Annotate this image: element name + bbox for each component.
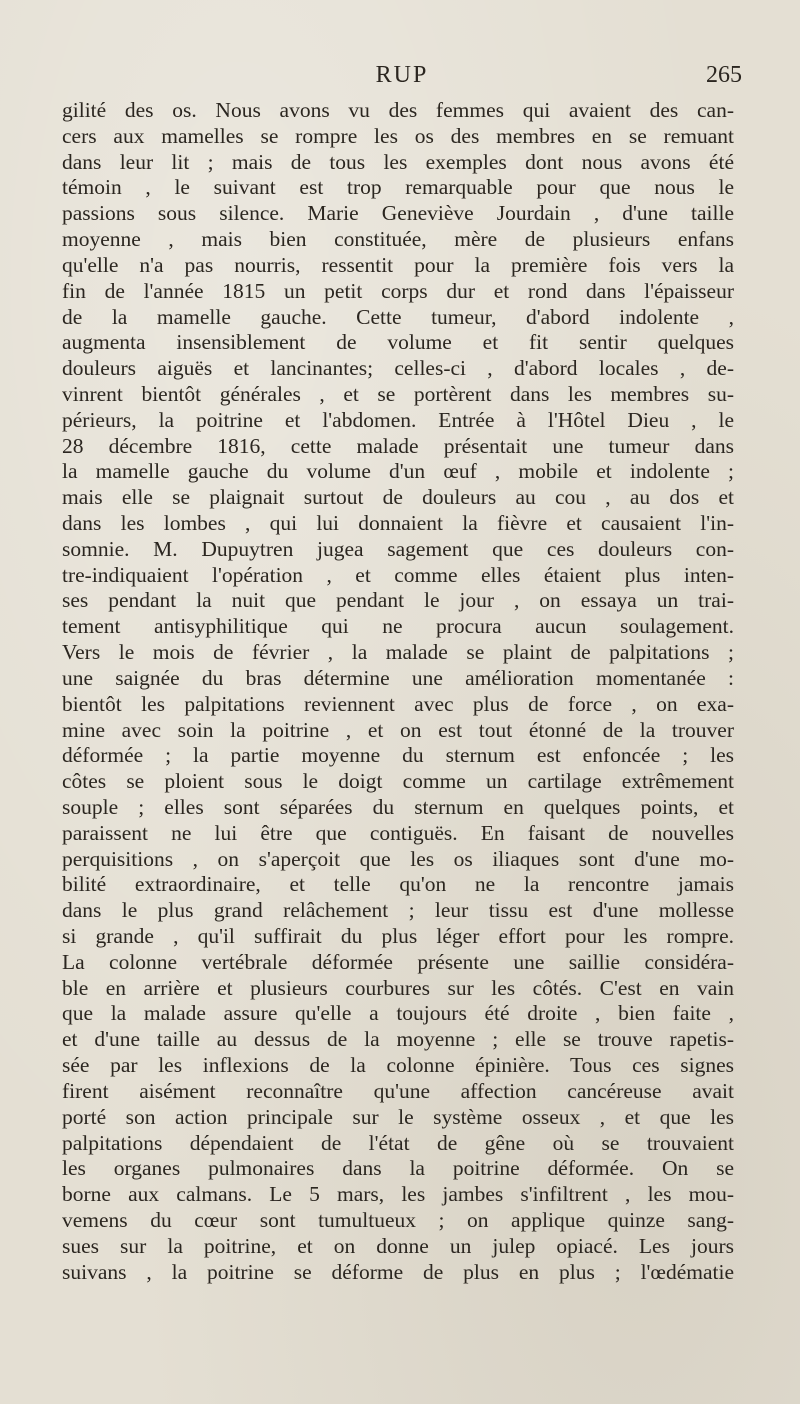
text-line: Vers le mois de février , la malade se plaint de palpitations ;: [62, 640, 734, 665]
text-line: fin de l'année 1815 un petit corps dur et rond dans l'épaisseur: [62, 278, 734, 303]
text-line: périeurs, la poitrine et l'abdomen. Entrée à l'Hôtel Dieu , le: [62, 407, 734, 432]
text-line: palpitations dépendaient de l'état de gêne où se trouvaient: [62, 1130, 734, 1155]
text-line: dans les lombes , qui lui donnaient la fièvre et causaient l'in-: [62, 511, 734, 535]
text-line: de la mamelle gauche. Cette tumeur, d'abord indolente ,: [62, 304, 734, 329]
text-line: 28 décembre 1816, cette malade présentait une tumeur dans: [62, 433, 734, 458]
text-line: côtes se ploient sous le doigt comme un cartilage extrêmement: [62, 769, 734, 794]
text-line: sée par les inflexions de la colonne épinière. Tous ces signes: [62, 1053, 734, 1078]
body-text: [62, 98, 734, 1285]
text-line: dans le plus grand relâchement ; leur tissu est d'une mollesse: [62, 898, 734, 923]
text-line: cers aux mamelles se rompre les os des membres en se remuant: [62, 123, 734, 148]
text-line: une saignée du bras détermine une amélioration momentanée :: [62, 665, 734, 690]
text-line: si grande , qu'il suffirait du plus léger effort pour les rompre.: [62, 924, 734, 948]
text-line: borne aux calmans. Le 5 mars, les jambes s'infiltrent , les mou-: [62, 1182, 734, 1207]
text-line: perquisitions , on s'aperçoit que les os iliaques sont d'une mo-: [62, 846, 734, 871]
text-line: douleurs aiguës et lancinantes; celles-ci , d'abord locales , de-: [62, 356, 734, 381]
text-line: augmenta insensiblement de volume et fit sentir quelques: [62, 330, 734, 355]
text-line: porté son action principale sur le système osseux , et que les: [62, 1104, 734, 1129]
text-line: que la malade assure qu'elle a toujours été droite , bien faite ,: [62, 1001, 734, 1026]
text-line: gilité des os. Nous avons vu des femmes qui avaient des can-: [62, 98, 734, 122]
text-line: ble en arrière et plusieurs courbures sur les côtés. C'est en vain: [62, 975, 734, 1000]
text-line: qu'elle n'a pas nourris, ressentit pour la première fois vers la: [62, 252, 734, 277]
text-line: dans leur lit ; mais de tous les exemples dont nous avons été: [62, 149, 734, 174]
text-line: déformée ; la partie moyenne du sternum est enfoncée ; les: [62, 743, 734, 768]
text-line: somnie. M. Dupuytren jugea sagement que ces douleurs con-: [62, 536, 734, 561]
text-line: mine avec soin la poitrine , et on est tout étonné de la trouver: [62, 717, 734, 742]
running-head: RUP: [375, 62, 429, 88]
text-line: et d'une taille au dessus de la moyenne ; elle se trouve rapetis-: [62, 1027, 734, 1052]
text-line: firent aisément reconnaître qu'une affection cancéreuse avait: [62, 1078, 734, 1103]
text-line: suivans , la poitrine se déforme de plus en plus ; l'œdématie: [62, 1259, 734, 1284]
text-line: sues sur la poitrine, et on donne un julep opiacé. Les jours: [62, 1233, 734, 1258]
text-line: ses pendant la nuit que pendant le jour , on essaya un trai-: [62, 588, 734, 613]
text-line: moyenne , mais bien constituée, mère de plusieurs enfans: [62, 227, 734, 252]
text-line: la mamelle gauche du volume d'un œuf , mobile et indolente ;: [62, 459, 734, 484]
text-line: mais elle se plaignait surtout de douleurs au cou , au dos et: [62, 485, 734, 510]
text-line: La colonne vertébrale déformée présente une saillie considéra-: [62, 949, 734, 974]
text-line: témoin , le suivant est trop remarquable pour que nous le: [62, 175, 734, 200]
text-line: vemens du cœur sont tumultueux ; on applique quinze sang-: [62, 1207, 734, 1232]
text-line: les organes pulmonaires dans la poitrine déformée. On se: [62, 1156, 734, 1181]
text-line: souple ; elles sont séparées du sternum en quelques points, et: [62, 794, 734, 819]
text-line: vinrent bientôt générales , et se portèrent dans les membres su-: [62, 381, 734, 406]
text-line: tement antisyphilitique qui ne procura aucun soulagement.: [62, 614, 734, 639]
text-line: bilité extraordinaire, et telle qu'on ne la rencontre jamais: [62, 872, 734, 897]
page-number: 265: [706, 62, 742, 88]
text-line: paraissent ne lui être que contiguës. En faisant de nouvelles: [62, 820, 734, 845]
page-header: [62, 62, 742, 96]
text-line: tre-indiquaient l'opération , et comme elles étaient plus inten-: [62, 562, 734, 587]
text-line: passions sous silence. Marie Geneviève Jourdain , d'une taille: [62, 201, 734, 226]
text-line: bientôt les palpitations reviennent avec plus de force , on exa-: [62, 691, 734, 716]
